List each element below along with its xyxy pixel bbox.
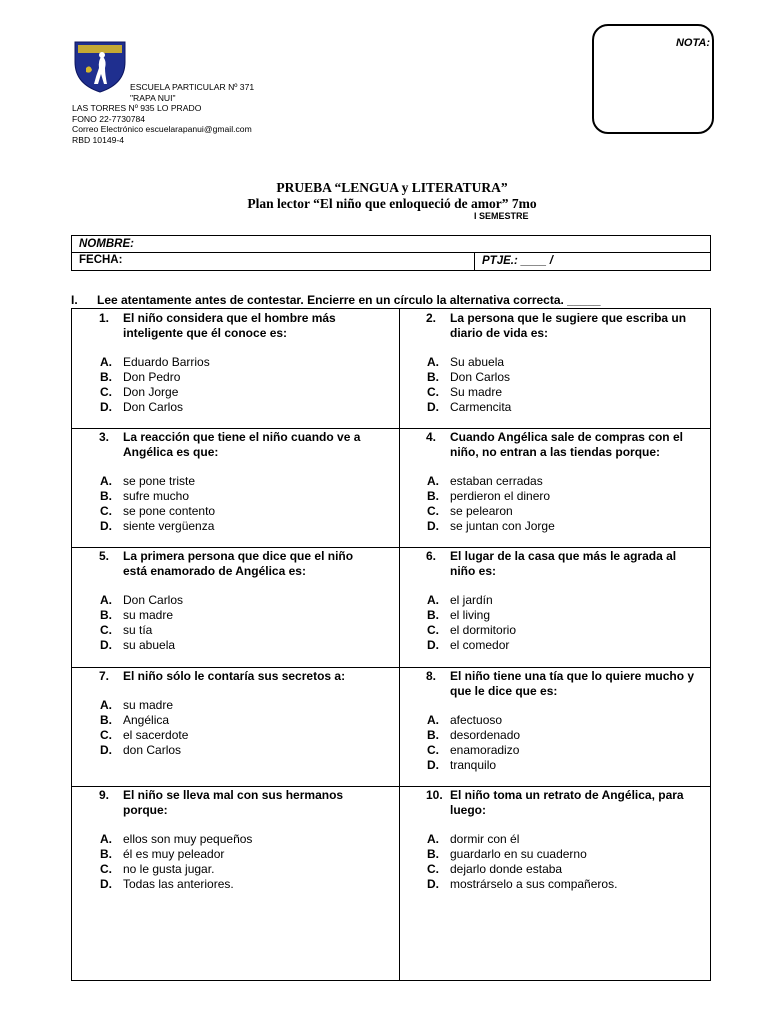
- question-stem: [72, 311, 372, 341]
- question-1: [72, 311, 372, 415]
- option-text: el jardín: [450, 593, 493, 607]
- option-list: [72, 474, 372, 534]
- answer-option[interactable]: [72, 832, 372, 847]
- option-letter: B.: [427, 728, 439, 742]
- test-title: PRUEBA “LENGUA y LITERATURA”: [276, 180, 508, 195]
- option-letter: C.: [100, 728, 112, 742]
- question-2: [399, 311, 699, 415]
- option-text: mostrárselo a sus compañeros.: [450, 877, 618, 891]
- answer-option[interactable]: [72, 355, 372, 370]
- answer-option[interactable]: [399, 847, 699, 862]
- grade-label: NOTA:: [675, 37, 710, 49]
- question-8: [399, 669, 699, 773]
- option-list: [399, 832, 699, 892]
- option-text: su tía: [123, 623, 153, 637]
- answer-option[interactable]: [399, 743, 699, 758]
- answer-option[interactable]: [399, 638, 699, 653]
- question-stem: [72, 669, 372, 684]
- option-list: [72, 593, 372, 653]
- option-letter: D.: [427, 519, 439, 533]
- question-number: 7.: [99, 669, 110, 683]
- option-text: don Carlos: [123, 743, 182, 757]
- option-text: no le gusta jugar.: [123, 862, 215, 876]
- school-subname: "RAPA NUI": [130, 92, 176, 103]
- question-stem: [399, 788, 699, 818]
- option-letter: D.: [100, 400, 112, 414]
- question-7: [72, 669, 372, 758]
- score-label: PTJE.: ____ /: [482, 255, 553, 267]
- question-text: La primera persona que dice que el niño está enamorado de Angélica es:: [123, 549, 354, 578]
- option-text: se pone triste: [123, 474, 196, 488]
- name-label: NOMBRE:: [79, 238, 134, 250]
- option-text: enamoradizo: [450, 743, 520, 757]
- answer-option[interactable]: [399, 504, 699, 519]
- option-text: se pelearon: [450, 504, 513, 518]
- answer-option[interactable]: [399, 400, 699, 415]
- option-letter: C.: [100, 623, 112, 637]
- option-letter: A.: [100, 474, 112, 488]
- option-letter: C.: [427, 623, 439, 637]
- question-number: 9.: [99, 788, 110, 802]
- question-text: Cuando Angélica sale de compras con el niño, no entran a las tiendas porque:: [450, 430, 683, 459]
- answer-option[interactable]: [399, 385, 699, 400]
- option-text: Don Carlos: [450, 370, 511, 384]
- answer-option[interactable]: [72, 728, 372, 743]
- option-letter: B.: [100, 489, 112, 503]
- option-letter: B.: [100, 608, 112, 622]
- school-address: LAS TORRES Nº 935 LO PRADO: [72, 103, 202, 114]
- question-text: El lugar de la casa que más le agrada al niño es:: [450, 549, 677, 578]
- option-text: guardarlo en su cuaderno: [450, 847, 587, 861]
- option-text: Su abuela: [450, 355, 505, 369]
- question-number: 6.: [426, 549, 437, 563]
- answer-option[interactable]: [399, 758, 699, 773]
- option-text: el sacerdote: [123, 728, 189, 742]
- instruction-text: Lee atentamente antes de contestar. Encierre en un círculo la alternativa correcta. _____: [97, 293, 601, 307]
- option-letter: B.: [427, 370, 439, 384]
- question-stem: [72, 788, 372, 818]
- option-list: [399, 355, 699, 415]
- option-letter: A.: [427, 593, 439, 607]
- question-stem: [72, 430, 372, 460]
- answer-option[interactable]: [72, 623, 372, 638]
- option-letter: A.: [100, 698, 112, 712]
- question-4: [399, 430, 699, 534]
- answer-option[interactable]: [72, 713, 372, 728]
- school-email: Correo Electrónico escuelarapanui@gmail.com: [72, 124, 252, 135]
- option-text: su madre: [123, 698, 174, 712]
- option-text: el living: [450, 608, 491, 622]
- option-letter: C.: [427, 385, 439, 399]
- option-text: Don Pedro: [123, 370, 181, 384]
- option-text: él es muy peleador: [123, 847, 225, 861]
- option-letter: C.: [427, 504, 439, 518]
- option-list: [72, 832, 372, 892]
- row-divider: [72, 786, 710, 787]
- question-text: El niño toma un retrato de Angélica, para luego:: [450, 788, 684, 817]
- option-text: Su madre: [450, 385, 503, 399]
- option-letter: A.: [100, 355, 112, 369]
- option-text: tranquilo: [450, 758, 497, 772]
- answer-option[interactable]: [72, 489, 372, 504]
- question-stem: [399, 430, 699, 460]
- answer-option[interactable]: [72, 877, 372, 892]
- option-letter: A.: [100, 832, 112, 846]
- answer-option[interactable]: [399, 355, 699, 370]
- option-letter: C.: [100, 862, 112, 876]
- option-letter: D.: [100, 519, 112, 533]
- question-text: La reacción que tiene el niño cuando ve a Angélica es que:: [123, 430, 361, 459]
- answer-option[interactable]: [399, 608, 699, 623]
- option-text: dormir con él: [450, 832, 520, 846]
- option-text: su madre: [123, 608, 174, 622]
- option-letter: B.: [100, 847, 112, 861]
- option-text: afectuoso: [450, 713, 503, 727]
- option-letter: A.: [427, 832, 439, 846]
- option-letter: A.: [427, 474, 439, 488]
- option-text: su abuela: [123, 638, 176, 652]
- question-6: [399, 549, 699, 653]
- option-text: estaban cerradas: [450, 474, 543, 488]
- option-letter: A.: [427, 355, 439, 369]
- option-letter: D.: [427, 400, 439, 414]
- question-10: [399, 788, 699, 892]
- option-text: el dormitorio: [450, 623, 517, 637]
- option-text: Don Carlos: [123, 400, 184, 414]
- option-list: [72, 698, 372, 758]
- answer-option[interactable]: [399, 832, 699, 847]
- option-list: [72, 355, 372, 415]
- question-stem: [399, 311, 699, 341]
- question-5: [72, 549, 372, 653]
- answer-option[interactable]: [399, 877, 699, 892]
- answer-option[interactable]: [399, 623, 699, 638]
- option-letter: D.: [427, 758, 439, 772]
- answer-option[interactable]: [72, 862, 372, 877]
- option-text: sufre mucho: [123, 489, 190, 503]
- question-number: 2.: [426, 311, 437, 325]
- option-text: siente vergüenza: [123, 519, 215, 533]
- option-letter: B.: [427, 608, 439, 622]
- option-letter: C.: [100, 504, 112, 518]
- question-number: 3.: [99, 430, 110, 444]
- option-text: Carmencita: [450, 400, 512, 414]
- answer-option[interactable]: [72, 474, 372, 489]
- answer-option[interactable]: [399, 474, 699, 489]
- school-phone: FONO 22-7730784: [72, 113, 146, 124]
- answer-option[interactable]: [72, 385, 372, 400]
- row-divider: [72, 667, 710, 668]
- option-letter: D.: [427, 638, 439, 652]
- question-stem: [399, 669, 699, 699]
- option-list: [399, 474, 699, 534]
- score-cell[interactable]: [474, 253, 712, 271]
- option-list: [399, 593, 699, 653]
- option-letter: C.: [427, 862, 439, 876]
- answer-option[interactable]: [72, 400, 372, 415]
- school-info: [72, 82, 254, 146]
- test-subtitle: Plan lector “El niño que enloqueció de amor” 7mo: [247, 196, 537, 211]
- answer-option[interactable]: [72, 638, 372, 653]
- question-text: El niño sólo le contaría sus secretos a:: [123, 669, 346, 683]
- answer-option[interactable]: [399, 370, 699, 385]
- answer-option[interactable]: [72, 608, 372, 623]
- option-text: Angélica: [123, 713, 170, 727]
- answer-option[interactable]: [72, 504, 372, 519]
- option-letter: D.: [100, 638, 112, 652]
- student-info-table: [71, 235, 711, 271]
- answer-option[interactable]: [399, 593, 699, 608]
- option-text: desordenado: [450, 728, 521, 742]
- option-letter: C.: [427, 743, 439, 757]
- name-row[interactable]: [72, 236, 710, 253]
- option-text: el comedor: [450, 638, 510, 652]
- answer-option[interactable]: [72, 743, 372, 758]
- option-letter: B.: [100, 370, 112, 384]
- row-divider: [72, 547, 710, 548]
- answer-option[interactable]: [72, 698, 372, 713]
- answer-option[interactable]: [399, 862, 699, 877]
- question-text: El niño se lleva mal con sus hermanos porque:: [123, 788, 344, 817]
- option-letter: A.: [427, 713, 439, 727]
- question-number: 5.: [99, 549, 110, 563]
- answer-option[interactable]: [72, 370, 372, 385]
- option-letter: B.: [427, 489, 439, 503]
- row-divider: [72, 428, 710, 429]
- questions-table: [71, 308, 711, 981]
- question-number: 4.: [426, 430, 437, 444]
- option-text: dejarlo donde estaba: [450, 862, 563, 876]
- grade-box[interactable]: [592, 24, 714, 134]
- answer-option[interactable]: [399, 519, 699, 534]
- option-letter: B.: [427, 847, 439, 861]
- semester-label: I SEMESTRE: [474, 211, 529, 221]
- question-number: 10.: [426, 788, 443, 802]
- answer-option[interactable]: [399, 489, 699, 504]
- option-text: Don Jorge: [123, 385, 179, 399]
- option-letter: D.: [100, 877, 112, 891]
- section-instruction: [71, 293, 601, 307]
- option-text: se pone contento: [123, 504, 216, 518]
- date-row[interactable]: [72, 253, 710, 271]
- question-3: [72, 430, 372, 534]
- question-number: 8.: [426, 669, 437, 683]
- answer-option[interactable]: [399, 713, 699, 728]
- option-letter: C.: [100, 385, 112, 399]
- question-9: [72, 788, 372, 892]
- date-label: FECHA:: [79, 254, 123, 266]
- question-text: La persona que le sugiere que escriba un diario de vida es:: [450, 311, 687, 340]
- question-number: 1.: [99, 311, 110, 325]
- option-list: [399, 713, 699, 773]
- question-stem: [72, 549, 372, 579]
- question-text: El niño tiene una tía que lo quiere mucho y que le dice que es:: [450, 669, 695, 698]
- option-text: ellos son muy pequeños: [123, 832, 253, 846]
- section-number: I.: [71, 293, 78, 307]
- option-text: se juntan con Jorge: [450, 519, 555, 533]
- option-text: Todas las anteriores.: [123, 877, 234, 891]
- option-letter: B.: [100, 713, 112, 727]
- question-stem: [399, 549, 699, 579]
- answer-option[interactable]: [72, 519, 372, 534]
- option-text: Eduardo Barrios: [123, 355, 210, 369]
- answer-option[interactable]: [72, 593, 372, 608]
- option-letter: D.: [100, 743, 112, 757]
- question-text: El niño considera que el hombre más inteligente que él conoce es:: [123, 311, 336, 340]
- answer-option[interactable]: [399, 728, 699, 743]
- answer-option[interactable]: [72, 847, 372, 862]
- option-letter: D.: [427, 877, 439, 891]
- option-text: Don Carlos: [123, 593, 184, 607]
- option-text: perdieron el dinero: [450, 489, 551, 503]
- school-name: ESCUELA PARTICULAR Nº 371: [130, 82, 255, 92]
- school-rbd: RBD 10149-4: [72, 134, 125, 145]
- option-letter: A.: [100, 593, 112, 607]
